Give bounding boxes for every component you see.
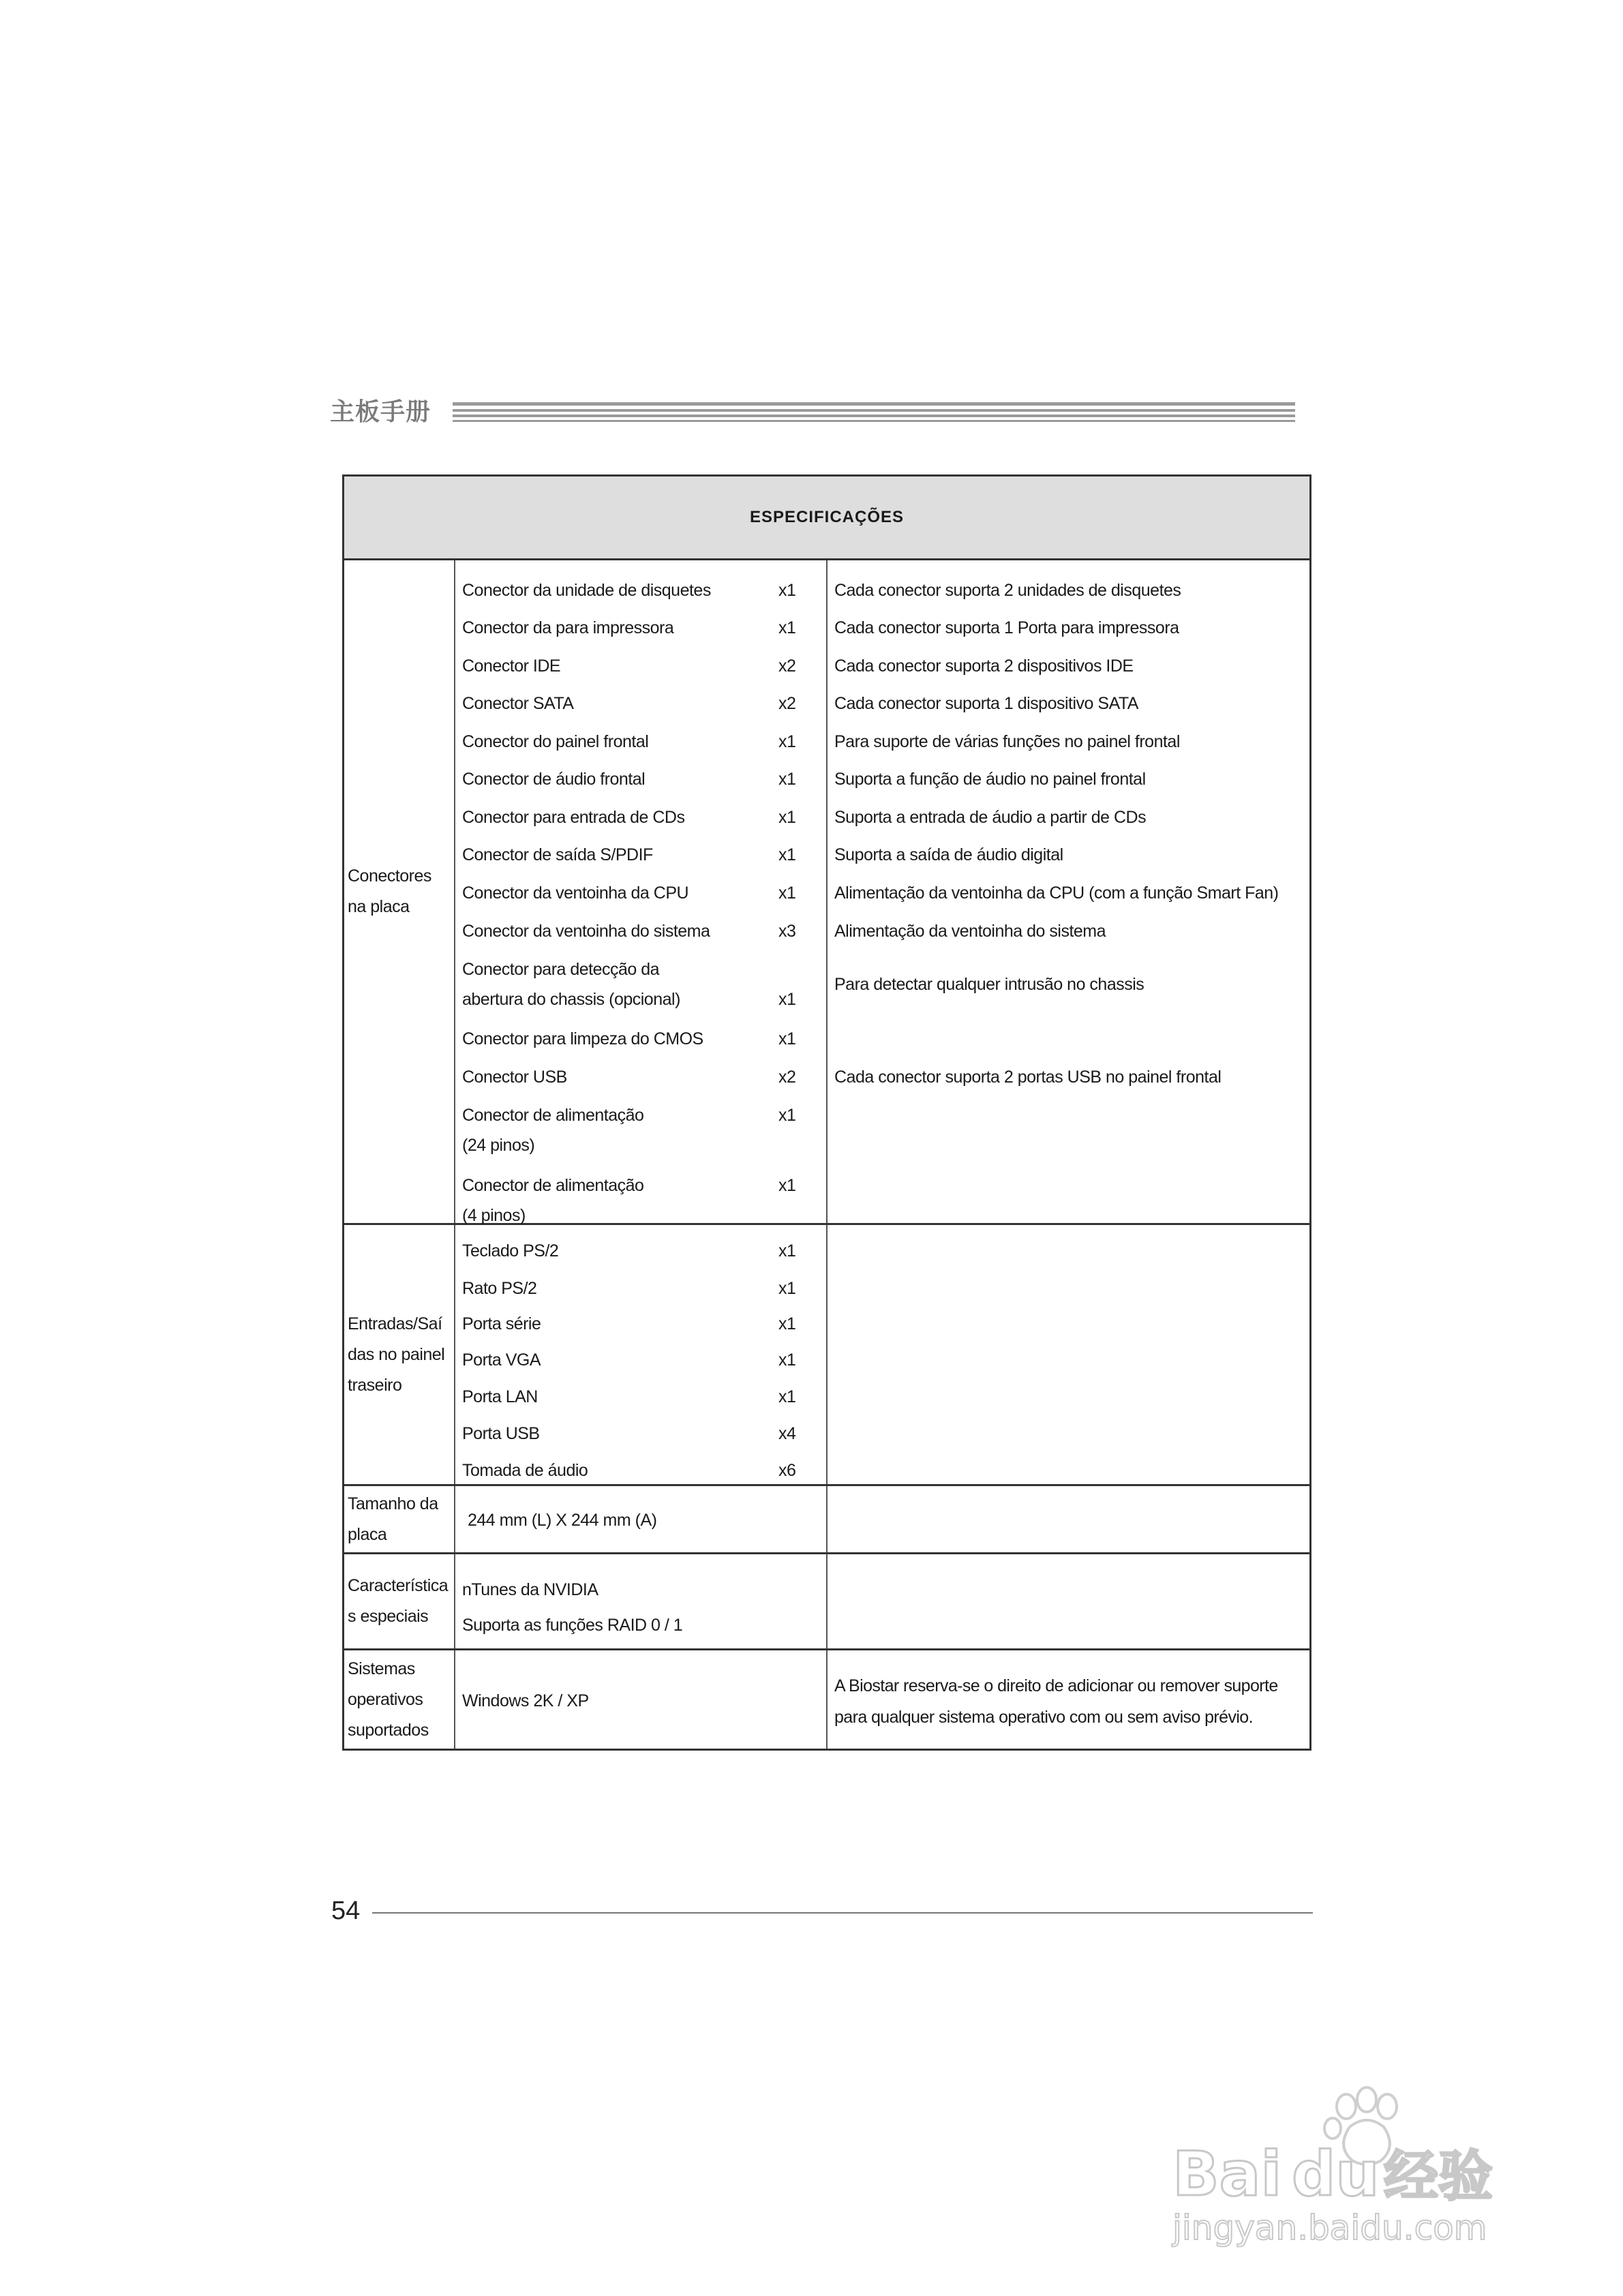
connector-description: Suporta a saída de áudio digital [834,845,1063,864]
connector-name: Conector da ventoinha do sistema [462,922,710,941]
os-note-line: para qualquer sistema operativo com ou sem aviso prévio. [834,1708,1253,1727]
connector-name: Conector de saída S/PDIF [462,845,653,864]
connector-quantity: x1 [778,618,796,637]
connector-names-column [455,560,828,1223]
section-label-special-features [344,1554,455,1648]
section-label-connectors [344,560,455,1223]
connector-name: Conector de alimentação [462,1106,644,1125]
special-features-empty-column [828,1554,1309,1648]
connector-name: Conector da unidade de disquetes [462,581,711,600]
manual-title: 主板手册 [330,398,431,426]
table-title: ESPECIFICAÇÕES [344,477,1309,560]
watermark-brand-cn: 经验 [1384,2145,1493,2208]
label-line: suportados [348,1720,429,1740]
os-note-line: A Biostar reserva-se o direito de adicionar ou remover suporte [834,1676,1278,1695]
connector-descriptions-column [828,560,1309,1223]
connector-quantity: x2 [778,656,796,676]
section-label-rear-io [344,1225,455,1484]
connector-name: (24 pinos) [462,1136,535,1155]
connector-description: Alimentação da ventoinha da CPU (com a função Smart Fan) [834,883,1279,903]
connector-description: Suporta a entrada de áudio a partir de CDs [834,808,1147,827]
connector-name: Conector SATA [462,694,574,713]
rear-io-quantity: x1 [778,1241,796,1260]
connector-quantity: x1 [778,845,796,864]
baidu-watermark-logo [1159,2072,1541,2250]
os-value: Windows 2K / XP [462,1691,589,1710]
page-number: 54 [331,1897,361,1925]
section-label-board-size [344,1486,455,1552]
label-line: Sistemas [348,1659,415,1678]
connector-description: Para suporte de várias funções no painel frontal [834,732,1180,751]
connector-name: Conector para detecção da [462,960,660,979]
rear-io-port: Tomada de áudio [462,1461,588,1480]
rear-io-port: Porta USB [462,1424,540,1443]
connector-quantity: x2 [778,694,796,713]
rear-io-empty-column [828,1225,1309,1484]
connector-description: Cada conector suporta 2 portas USB no painel frontal [834,1068,1222,1087]
label-line: placa [348,1524,387,1544]
watermark-brand-du: du [1292,2139,1380,2210]
rear-io-quantity: x1 [778,1387,796,1406]
connector-name: Conector da para impressora [462,618,674,637]
header-decor-bars [453,402,1295,423]
rear-io-quantity: x1 [778,1279,796,1298]
connector-name: (4 pinos) [462,1206,526,1225]
os-value-cell [455,1650,828,1749]
label-line: Entradas/Saí [348,1314,442,1333]
connector-description: Cada conector suporta 1 dispositivo SATA [834,694,1138,713]
connector-name: Conector de alimentação [462,1176,644,1195]
label-line: das no painel [348,1344,445,1364]
board-size-empty-column [828,1486,1309,1552]
connector-description: Cada conector suporta 2 dispositivos IDE [834,656,1134,676]
connector-quantity: x1 [778,770,796,789]
rear-io-quantity: x6 [778,1461,796,1480]
special-feature: nTunes da NVIDIA [462,1580,598,1599]
rear-io-names-column [455,1225,828,1484]
label-line: Característica [348,1576,449,1595]
rear-io-port: Porta LAN [462,1387,538,1406]
special-features-cell [455,1554,828,1648]
rear-io-quantity: x1 [778,1314,796,1333]
connector-quantity: x1 [778,990,796,1009]
connector-name: Conector da ventoinha da CPU [462,883,689,903]
connector-name: Conector USB [462,1068,567,1087]
connector-quantity: x1 [778,808,796,827]
watermark-url: jingyan.baidu.com [1172,2208,1487,2248]
board-size-value: 244 mm (L) X 244 mm (A) [468,1511,657,1530]
label-line: operativos [348,1689,423,1709]
connector-quantity: x1 [778,1176,796,1195]
rear-io-quantity: x1 [778,1350,796,1370]
connector-name: Conector para limpeza do CMOS [462,1029,703,1048]
footer-rule [372,1912,1313,1914]
rear-io-port: Rato PS/2 [462,1279,537,1298]
connector-quantity: x1 [778,732,796,751]
connector-description: Cada conector suporta 2 unidades de disquetes [834,581,1181,600]
special-feature: Suporta as funções RAID 0 / 1 [462,1616,683,1635]
label-line: na placa [348,897,410,916]
connector-quantity: x3 [778,922,796,941]
rear-io-port: Porta série [462,1314,541,1333]
watermark-brand: Bai [1172,2139,1282,2210]
connector-quantity: x1 [778,1029,796,1048]
section-special-features [344,1554,1309,1650]
board-size-value-cell [455,1486,828,1552]
connector-name: Conector IDE [462,656,561,676]
connector-name: Conector de áudio frontal [462,770,646,789]
connector-quantity: x1 [778,883,796,903]
section-os [344,1650,1309,1749]
connector-name: Conector do painel frontal [462,732,649,751]
os-note-cell [828,1650,1309,1749]
rear-io-port: Teclado PS/2 [462,1241,559,1260]
specifications-table [342,474,1311,1751]
connector-name: Conector para entrada de CDs [462,808,685,827]
section-rear-io [344,1225,1309,1486]
label-line: s especiais [348,1607,429,1626]
section-label-os [344,1650,455,1749]
connector-description: Para detectar qualquer intrusão no chassis [834,975,1144,994]
connector-description: Alimentação da ventoinha do sistema [834,922,1106,941]
connector-quantity: x1 [778,581,796,600]
connector-description: Suporta a função de áudio no painel frontal [834,770,1146,789]
label-line: Conectores [348,866,431,886]
section-connectors [344,560,1309,1225]
rear-io-port: Porta VGA [462,1350,541,1370]
connector-name: abertura do chassis (opcional) [462,990,680,1009]
label-line: Tamanho da [348,1494,438,1513]
rear-io-quantity: x4 [778,1424,796,1443]
connector-quantity: x2 [778,1068,796,1087]
section-board-size [344,1486,1309,1554]
connector-quantity: x1 [778,1106,796,1125]
label-line: traseiro [348,1375,402,1395]
connector-description: Cada conector suporta 1 Porta para impressora [834,618,1179,637]
